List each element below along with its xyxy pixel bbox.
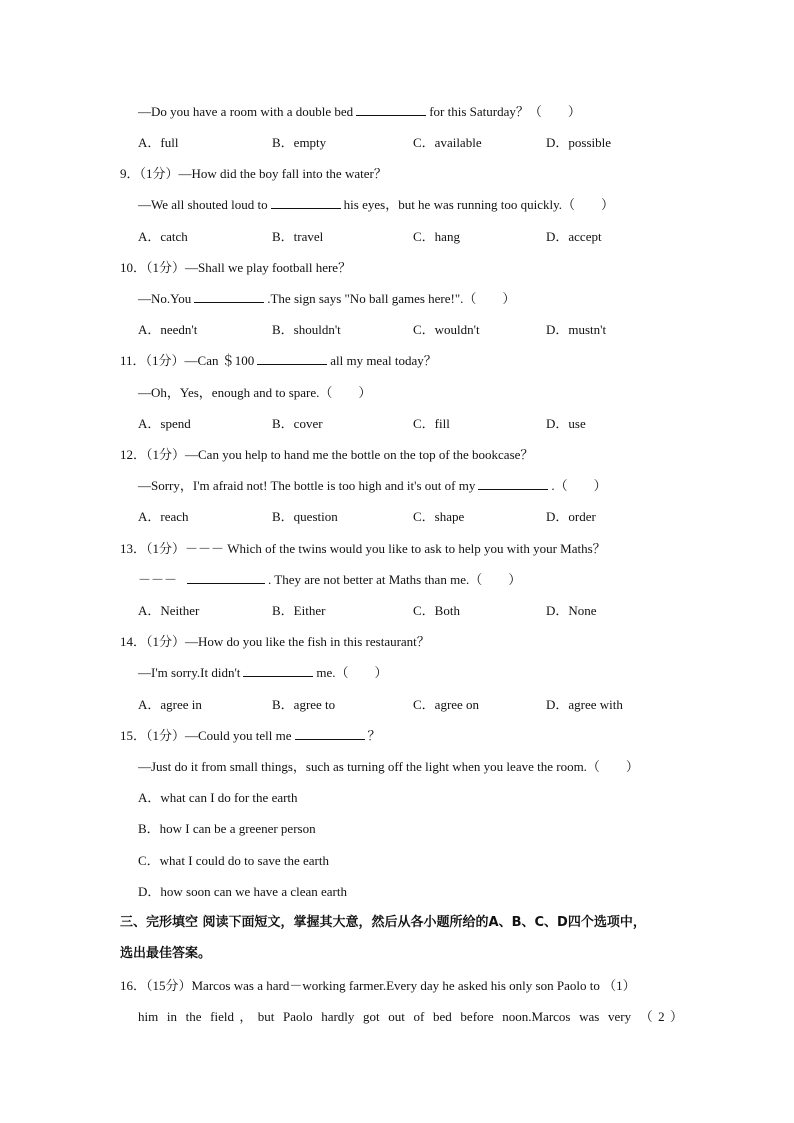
- answer-blank: [295, 727, 365, 740]
- q10-stem: [138, 290, 515, 308]
- option-a[interactable]: A．agree in: [138, 697, 202, 712]
- q12-stem-text: —Sorry，I'm afraid not! The bottle is too high and it's out of my: [138, 478, 476, 493]
- option-a[interactable]: A．full: [138, 135, 179, 150]
- q12-heading: 12．（1分）—Can you help to hand me the bottle on the top of the bookcase？: [120, 447, 534, 462]
- q11-heading-text: all my meal today？: [330, 353, 437, 368]
- q8-stem-text: —Do you have a room with a double bed: [138, 104, 354, 119]
- option-d[interactable]: D．accept: [546, 229, 602, 244]
- option-b[interactable]: B．agree to: [272, 697, 336, 712]
- option-b[interactable]: B．empty: [272, 135, 327, 150]
- q9-stem: [138, 196, 614, 214]
- q16-passage-line: him in the field，but Paolo hardly got out of bed before noon.Marcos was very （2）: [138, 1009, 683, 1024]
- q15-heading-text: ？: [367, 728, 381, 743]
- option-d[interactable]: D．agree with: [546, 697, 623, 712]
- option-d[interactable]: D．mustn't: [546, 322, 607, 337]
- option-b[interactable]: B．travel: [272, 229, 324, 244]
- option-a[interactable]: A．reach: [138, 509, 189, 524]
- option-b[interactable]: B．Either: [272, 603, 326, 618]
- option-c[interactable]: C．hang: [413, 229, 460, 244]
- option-d[interactable]: D．None: [546, 603, 597, 618]
- option-c[interactable]: C．what I could do to save the earth: [138, 853, 329, 868]
- q15-heading: [120, 727, 381, 745]
- answer-blank: [257, 352, 327, 365]
- q9-stem-text: his eyes，but he was running too quickly.（ ）: [343, 197, 614, 212]
- q14-stem-text: —I'm sorry.It didn't: [138, 665, 241, 680]
- q13-stem: [138, 571, 521, 589]
- option-a[interactable]: A．needn't: [138, 322, 198, 337]
- answer-blank: [194, 290, 264, 303]
- q15-stem: —Just do it from small things，such as turning off the light when you leave the room.（ ）: [138, 759, 639, 774]
- q11-heading: [120, 352, 437, 370]
- option-a[interactable]: A．Neither: [138, 603, 200, 618]
- q13-stem-text: . They are not better at Maths than me.（ ）: [268, 572, 522, 587]
- q14-stem: [138, 664, 388, 682]
- option-c[interactable]: C．shape: [413, 509, 465, 524]
- q14-stem-text: me.（ ）: [316, 665, 388, 680]
- answer-blank: [187, 571, 265, 584]
- section-heading-continued: 选出最佳答案。: [120, 946, 212, 961]
- option-a[interactable]: A．catch: [138, 229, 188, 244]
- q12-stem-text: .（ ）: [551, 478, 607, 493]
- q14-heading: 14．（1分）—How do you like the fish in this restaurant？: [120, 634, 430, 649]
- q10-stem-text: .The sign says "No ball games here!".（ ）: [267, 291, 516, 306]
- option-b[interactable]: B．question: [272, 509, 338, 524]
- option-a[interactable]: A．what can I do for the earth: [138, 790, 298, 805]
- q10-heading: 10．（1分）—Shall we play football here？: [120, 260, 352, 275]
- option-d[interactable]: D．use: [546, 416, 586, 431]
- option-c[interactable]: C．wouldn't: [413, 322, 480, 337]
- q13-heading: 13．（1分）－－－ Which of the twins would you like to ask to help you with your Maths？: [120, 541, 606, 556]
- q11-heading-text: 11．（1分）—Can ＄100: [120, 353, 255, 368]
- option-d[interactable]: D．order: [546, 509, 596, 524]
- option-d[interactable]: D．how soon can we have a clean earth: [138, 884, 347, 899]
- option-b[interactable]: B．cover: [272, 416, 323, 431]
- answer-blank: [243, 664, 313, 677]
- q13-stem-text: －－－: [138, 572, 178, 587]
- q9-heading: 9．（1分）—How did the boy fall into the water？: [120, 166, 387, 181]
- option-d[interactable]: D．possible: [546, 135, 612, 150]
- answer-blank: [271, 196, 341, 209]
- q9-stem-text: —We all shouted loud to: [138, 197, 268, 212]
- q15-heading-text: 15．（1分）—Could you tell me: [120, 728, 292, 743]
- option-c[interactable]: C．Both: [413, 603, 460, 618]
- q11-stem: —Oh，Yes，enough and to spare.（ ）: [138, 385, 372, 400]
- option-c[interactable]: C．available: [413, 135, 482, 150]
- answer-blank: [356, 103, 426, 116]
- answer-blank: [478, 477, 548, 490]
- option-b[interactable]: B．how I can be a greener person: [138, 821, 316, 836]
- q8-stem-text: for this Saturday？（ ）: [429, 104, 581, 119]
- q16-heading: 16．（15分）Marcos was a hard－working farmer.Every day he asked his only son Paolo to （1）: [120, 978, 636, 993]
- option-a[interactable]: A．spend: [138, 416, 191, 431]
- q12-stem: [138, 477, 607, 495]
- section-heading: 三、完形填空 阅读下面短文，掌握其大意，然后从各小题所给的A、B、C、D四个选项中，: [120, 915, 646, 930]
- q10-stem-text: —No.You: [138, 291, 192, 306]
- option-b[interactable]: B．shouldn't: [272, 322, 341, 337]
- option-c[interactable]: C．fill: [413, 416, 450, 431]
- q8-stem: [138, 103, 581, 121]
- option-c[interactable]: C．agree on: [413, 697, 480, 712]
